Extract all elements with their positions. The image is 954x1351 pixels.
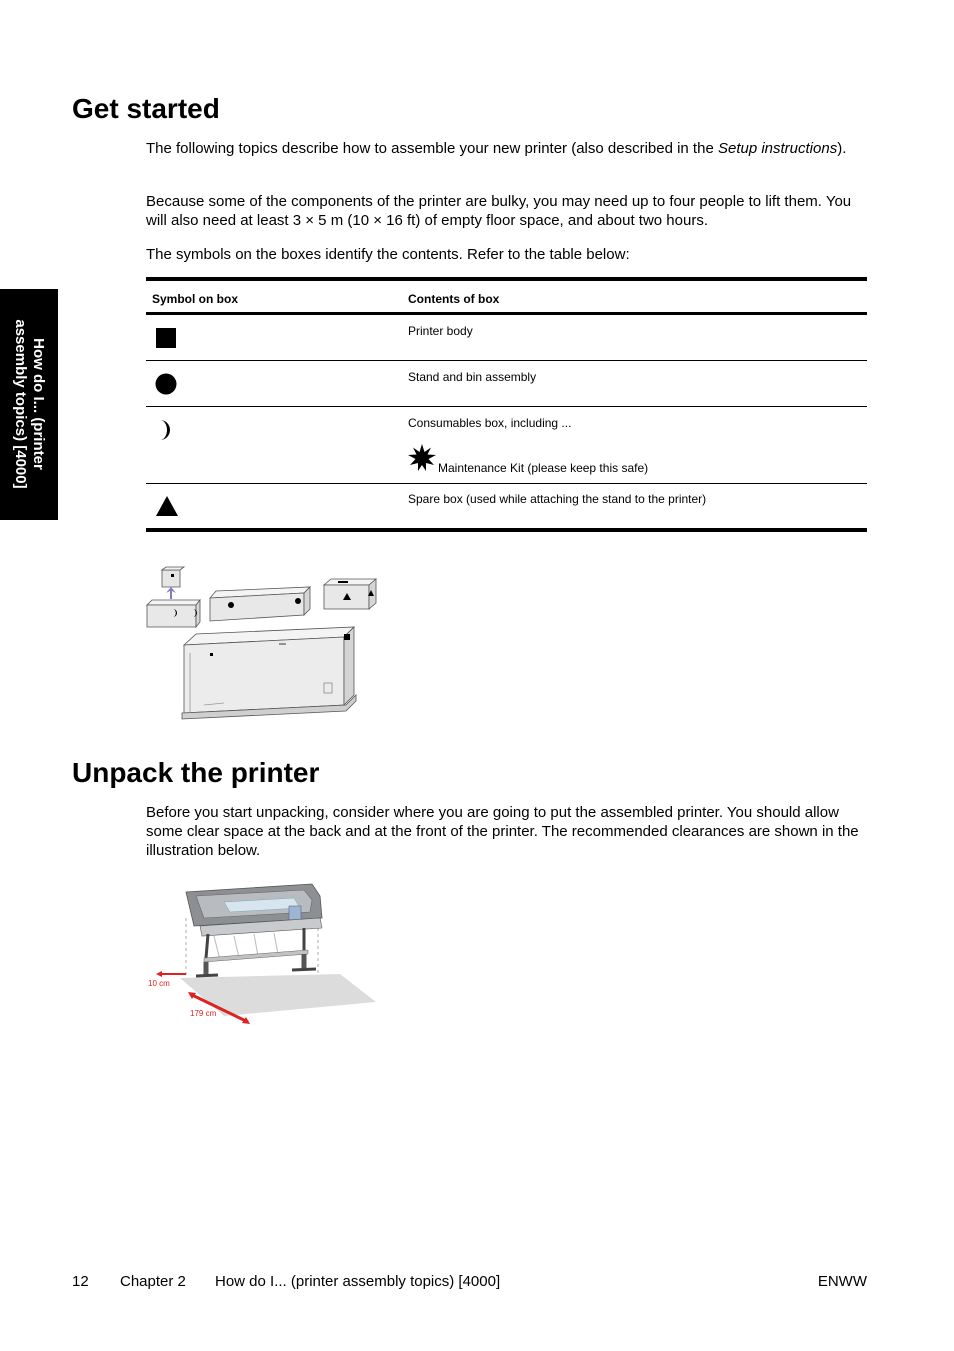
lift-arrow-icon	[166, 587, 176, 599]
row-contents: Stand and bin assembly	[408, 370, 537, 384]
printer-shape	[186, 884, 322, 976]
stand-box	[210, 587, 310, 621]
maintenance-kit-text: Maintenance Kit (please keep this safe)	[438, 461, 649, 475]
box-symbols-table	[146, 277, 867, 532]
intro-paragraph	[146, 139, 866, 158]
table-bottom-rule	[146, 528, 867, 532]
printer-clearance-illustration	[144, 878, 380, 1028]
row-contents: Spare box (used while attaching the stand to the printer)	[408, 492, 707, 506]
side-tab-line-1: How do I... (printer	[30, 338, 47, 470]
symbols-paragraph: The symbols on the boxes identify the contents. Refer to the table below:	[146, 246, 630, 263]
small-box	[162, 567, 184, 587]
heading-unpack-printer: Unpack the printer	[72, 757, 320, 788]
table-row	[146, 407, 867, 484]
intro-text-a: The following topics describe how to assemble your new printer (also described in the	[146, 140, 718, 157]
triangle-icon	[155, 495, 179, 517]
table-row	[146, 315, 867, 361]
chapter-side-tab	[0, 289, 58, 520]
row-contents: Consumables box, including ...	[408, 416, 572, 430]
spare-box	[324, 579, 376, 609]
star-burst-icon	[408, 444, 436, 472]
side-tab-line-2: assembly topics) [4000]	[12, 319, 29, 489]
header-symbol-on-box: Symbol on box	[152, 292, 239, 306]
printer-body-box	[182, 627, 356, 719]
chapter-side-tab-text	[11, 289, 47, 520]
footer-chapter-title: How do I... (printer assembly topics) [4000]	[215, 1273, 501, 1290]
setup-instructions-ref: Setup instructions	[717, 140, 838, 157]
table-header-row	[146, 281, 867, 315]
table-row	[146, 361, 867, 407]
footer-page-number: 12	[72, 1273, 89, 1290]
shipping-boxes-illustration	[144, 565, 380, 725]
footer-chapter: Chapter 2	[120, 1273, 186, 1290]
intro-text-b: ).	[837, 140, 847, 157]
clearance-paragraph: Before you start unpacking, consider where you are going to put the assembled printer. You should allow some clear space at the back and at the front of the printer. The recommended clearances are shown in the illustration below.	[146, 804, 859, 859]
square-icon	[155, 327, 177, 349]
crescent-icon	[155, 419, 175, 441]
row-contents: Printer body	[408, 324, 473, 338]
bulky-components-paragraph: Because some of the components of the printer are bulky, you may need up to four people to lift them. You will also need at least 3 × 5 m (10 × 16 ft) of empty floor space, and about two hours.	[146, 193, 852, 229]
consumables-box	[147, 600, 200, 627]
front-clearance-label: 179 cm	[190, 1009, 217, 1018]
header-contents-of-box: Contents of box	[408, 292, 500, 306]
side-clearance-label: 10 cm	[148, 979, 170, 988]
footer-enww: ENWW	[817, 1273, 867, 1290]
circle-icon	[155, 373, 177, 395]
heading-get-started: Get started	[72, 93, 220, 124]
table-row	[146, 484, 867, 528]
